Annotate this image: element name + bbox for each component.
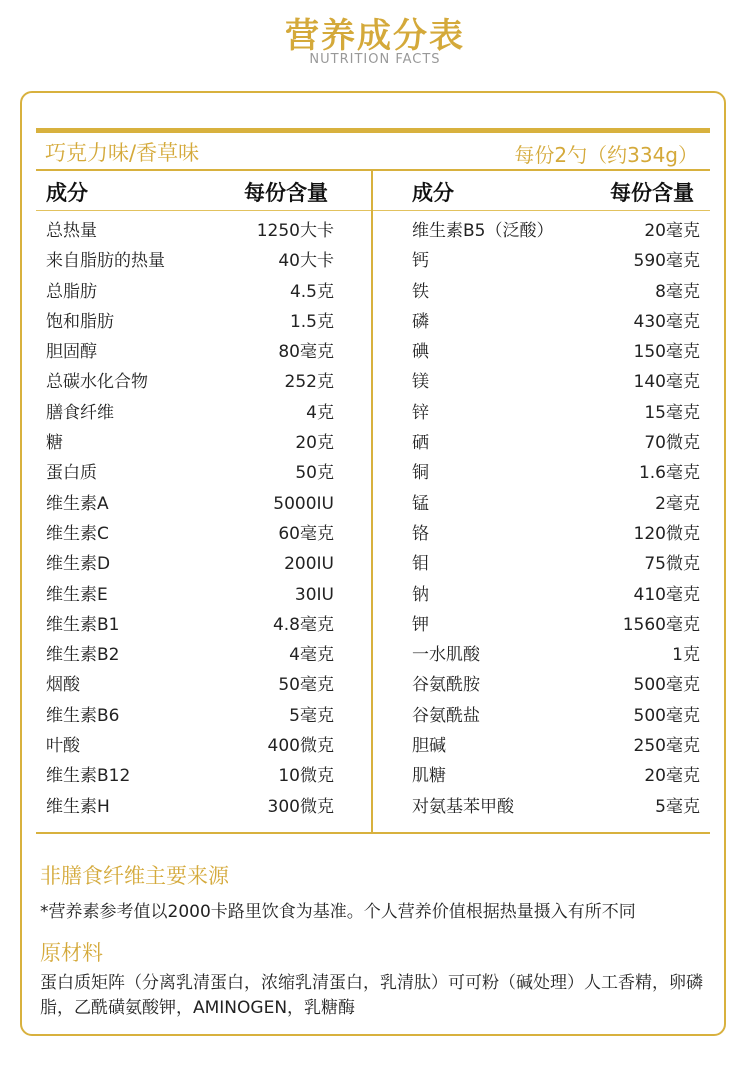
right-nutrient-row: [412, 246, 700, 276]
nutrient-amount: 1250大卡: [256, 221, 334, 241]
nutrient-name: 镁: [412, 372, 429, 393]
nutrient-amount: 590毫克: [633, 251, 700, 272]
nutrient-name: 锌: [412, 402, 429, 423]
flavor-label: 巧克力味/香草味: [45, 141, 200, 165]
nutrient-name: 铜: [412, 463, 429, 484]
page-title: 营养成分表: [285, 16, 465, 56]
nutrient-name: 维生素B5（泛酸）: [412, 221, 554, 241]
right-nutrient-row: [412, 519, 700, 549]
nutrient-name: 钾: [412, 614, 429, 635]
nutrient-name: 磷: [412, 311, 429, 332]
nutrient-name: 维生素B6: [46, 705, 120, 726]
nutrient-name: 硒: [412, 433, 429, 454]
left-nutrient-row: [46, 337, 334, 367]
nutrient-name: 总碳水化合物: [46, 372, 148, 393]
right-rows: [412, 216, 700, 822]
nutrient-amount: 10微克: [278, 766, 334, 787]
right-nutrient-row: [412, 428, 700, 458]
nutrient-amount: 5000IU: [273, 493, 334, 514]
left-rows: [46, 216, 334, 822]
nutrient-name: 谷氨酰盐: [412, 705, 480, 726]
nutrient-amount: 1克: [672, 645, 700, 666]
nutrient-amount: 50毫克: [278, 675, 334, 696]
nutrient-name: 铁: [412, 281, 429, 302]
left-nutrient-row: [46, 367, 334, 397]
right-nutrient-row: [412, 670, 700, 700]
right-nutrient-row: [412, 610, 700, 640]
nutrient-amount: 15毫克: [644, 402, 700, 423]
ingredients-title: 原材料: [40, 941, 103, 965]
nutrient-amount: 500毫克: [633, 705, 700, 726]
rule-under-flavor: [36, 169, 710, 171]
nutrient-amount: 75微克: [644, 554, 700, 575]
nutrient-amount: 20毫克: [644, 766, 700, 787]
nutrient-name: 对氨基苯甲酸: [412, 796, 514, 817]
nutrient-amount: 430毫克: [633, 311, 700, 332]
nutrient-amount: 50克: [295, 463, 334, 484]
nutrient-name: 锰: [412, 493, 429, 514]
rule-under-header: [36, 210, 710, 211]
right-nutrient-row: [412, 731, 700, 761]
nutrient-name: 总脂肪: [46, 281, 97, 302]
right-nutrient-row: [412, 307, 700, 337]
page-subtitle: NUTRITION FACTS: [309, 52, 441, 67]
right-nutrient-row: [412, 277, 700, 307]
nutrient-amount: 30IU: [294, 584, 334, 605]
left-nutrient-row: [46, 761, 334, 791]
nutrient-amount: 20毫克: [644, 221, 700, 241]
nutrient-name: 维生素A: [46, 493, 109, 514]
nutrient-amount: 1560毫克: [622, 614, 700, 635]
nutrient-amount: 150毫克: [633, 342, 700, 363]
top-bar: [36, 128, 710, 133]
nutrient-amount: 4克: [306, 402, 334, 423]
nutrient-name: 维生素D: [46, 554, 111, 575]
nutrient-amount: 250毫克: [633, 736, 700, 757]
right-nutrient-row: [412, 549, 700, 579]
footnote: *营养素参考值以2000卡路里饮食为基准。个人营养价值根据热量摄入有所不同: [40, 902, 636, 922]
nutrient-amount: 2毫克: [655, 493, 700, 514]
nutrient-amount: 1.5克: [289, 311, 334, 332]
left-nutrient-row: [46, 792, 334, 822]
nutrient-name: 维生素B12: [46, 766, 131, 787]
nutrient-amount: 5毫克: [655, 796, 700, 817]
right-nutrient-row: [412, 580, 700, 610]
nutrient-name: 饱和脂肪: [46, 311, 114, 332]
right-nutrient-row: [412, 489, 700, 519]
serving-size: 每份2勺（约334g）: [514, 143, 698, 167]
nutrient-amount: 60毫克: [278, 523, 334, 544]
nutrient-name: 胆固醇: [46, 342, 97, 363]
nutrient-name: 一水肌酸: [412, 645, 480, 666]
left-nutrient-row: [46, 580, 334, 610]
right-nutrient-row: [412, 367, 700, 397]
left-nutrient-row: [46, 398, 334, 428]
nutrient-amount: 80毫克: [278, 342, 334, 363]
nutrient-name: 胆碱: [412, 736, 446, 757]
rule-table-bottom: [36, 832, 710, 834]
left-nutrient-row: [46, 277, 334, 307]
right-nutrient-row: [412, 701, 700, 731]
nutrient-name: 膳食纤维: [46, 402, 114, 423]
left-nutrient-row: [46, 458, 334, 488]
nutrient-name: 烟酸: [46, 675, 80, 696]
nutrient-amount: 400微克: [267, 736, 334, 757]
right-nutrient-row: [412, 761, 700, 791]
right-nutrient-row: [412, 216, 700, 246]
right-nutrient-row: [412, 458, 700, 488]
nutrient-name: 碘: [412, 342, 429, 363]
nutrient-name: 维生素B2: [46, 645, 120, 666]
nutrient-amount: 8毫克: [655, 281, 700, 302]
nutrient-name: 肌糖: [412, 766, 446, 787]
nutrient-amount: 4毫克: [289, 645, 334, 666]
nutrient-name: 维生素B1: [46, 614, 120, 635]
nutrient-amount: 252克: [284, 372, 334, 393]
nutrient-amount: 40大卡: [278, 251, 334, 272]
nutrient-name: 维生素C: [46, 523, 109, 544]
right-nutrient-row: [412, 640, 700, 670]
nutrient-amount: 300微克: [267, 796, 334, 817]
header-amount-left: 每份含量: [244, 181, 328, 205]
nutrient-amount: 4.8毫克: [272, 614, 334, 635]
nutrient-amount: 4.5克: [289, 281, 334, 302]
left-nutrient-row: [46, 610, 334, 640]
nutrient-name: 铬: [412, 523, 429, 544]
nutrient-amount: 200IU: [284, 554, 334, 575]
nutrient-name: 维生素E: [46, 584, 108, 605]
nutrient-name: 维生素H: [46, 796, 110, 817]
left-nutrient-row: [46, 701, 334, 731]
nutrient-name: 蛋白质: [46, 463, 97, 484]
header-amount-right: 每份含量: [610, 181, 694, 205]
nutrient-name: 钙: [412, 251, 429, 272]
left-nutrient-row: [46, 640, 334, 670]
nutrient-name: 总热量: [46, 221, 97, 241]
left-nutrient-row: [46, 519, 334, 549]
fiber-section-title: 非膳食纤维主要来源: [40, 864, 229, 888]
left-nutrient-row: [46, 489, 334, 519]
nutrient-amount: 410毫克: [633, 584, 700, 605]
header-name-right: 成分: [412, 181, 454, 205]
nutrient-amount: 500毫克: [633, 675, 700, 696]
left-nutrient-row: [46, 731, 334, 761]
left-nutrient-row: [46, 307, 334, 337]
nutrient-name: 钠: [412, 584, 429, 605]
left-nutrient-row: [46, 670, 334, 700]
column-divider: [371, 171, 373, 833]
right-nutrient-row: [412, 337, 700, 367]
nutrient-name: 钼: [412, 554, 429, 575]
left-nutrient-row: [46, 246, 334, 276]
left-nutrient-row: [46, 216, 334, 246]
ingredients-text: 蛋白质矩阵（分离乳清蛋白，浓缩乳清蛋白，乳清肽）可可粉（碱处理）人工香精，卵磷脂，乙酰磺氨酸钾，AMINOGEN，乳糖酶: [40, 973, 703, 1018]
left-nutrient-row: [46, 428, 334, 458]
nutrient-amount: 1.6毫克: [638, 463, 700, 484]
nutrient-name: 来自脂肪的热量: [46, 251, 165, 272]
nutrient-amount: 140毫克: [633, 372, 700, 393]
right-nutrient-row: [412, 792, 700, 822]
nutrient-amount: 20克: [295, 433, 334, 454]
right-nutrient-row: [412, 398, 700, 428]
nutrient-amount: 70微克: [644, 433, 700, 454]
nutrient-name: 叶酸: [46, 736, 80, 757]
nutrient-name: 糖: [46, 433, 63, 454]
left-nutrient-row: [46, 549, 334, 579]
nutrient-name: 谷氨酰胺: [412, 675, 480, 696]
nutrient-amount: 120微克: [633, 523, 700, 544]
nutrient-amount: 5毫克: [289, 705, 334, 726]
header-name-left: 成分: [46, 181, 88, 205]
